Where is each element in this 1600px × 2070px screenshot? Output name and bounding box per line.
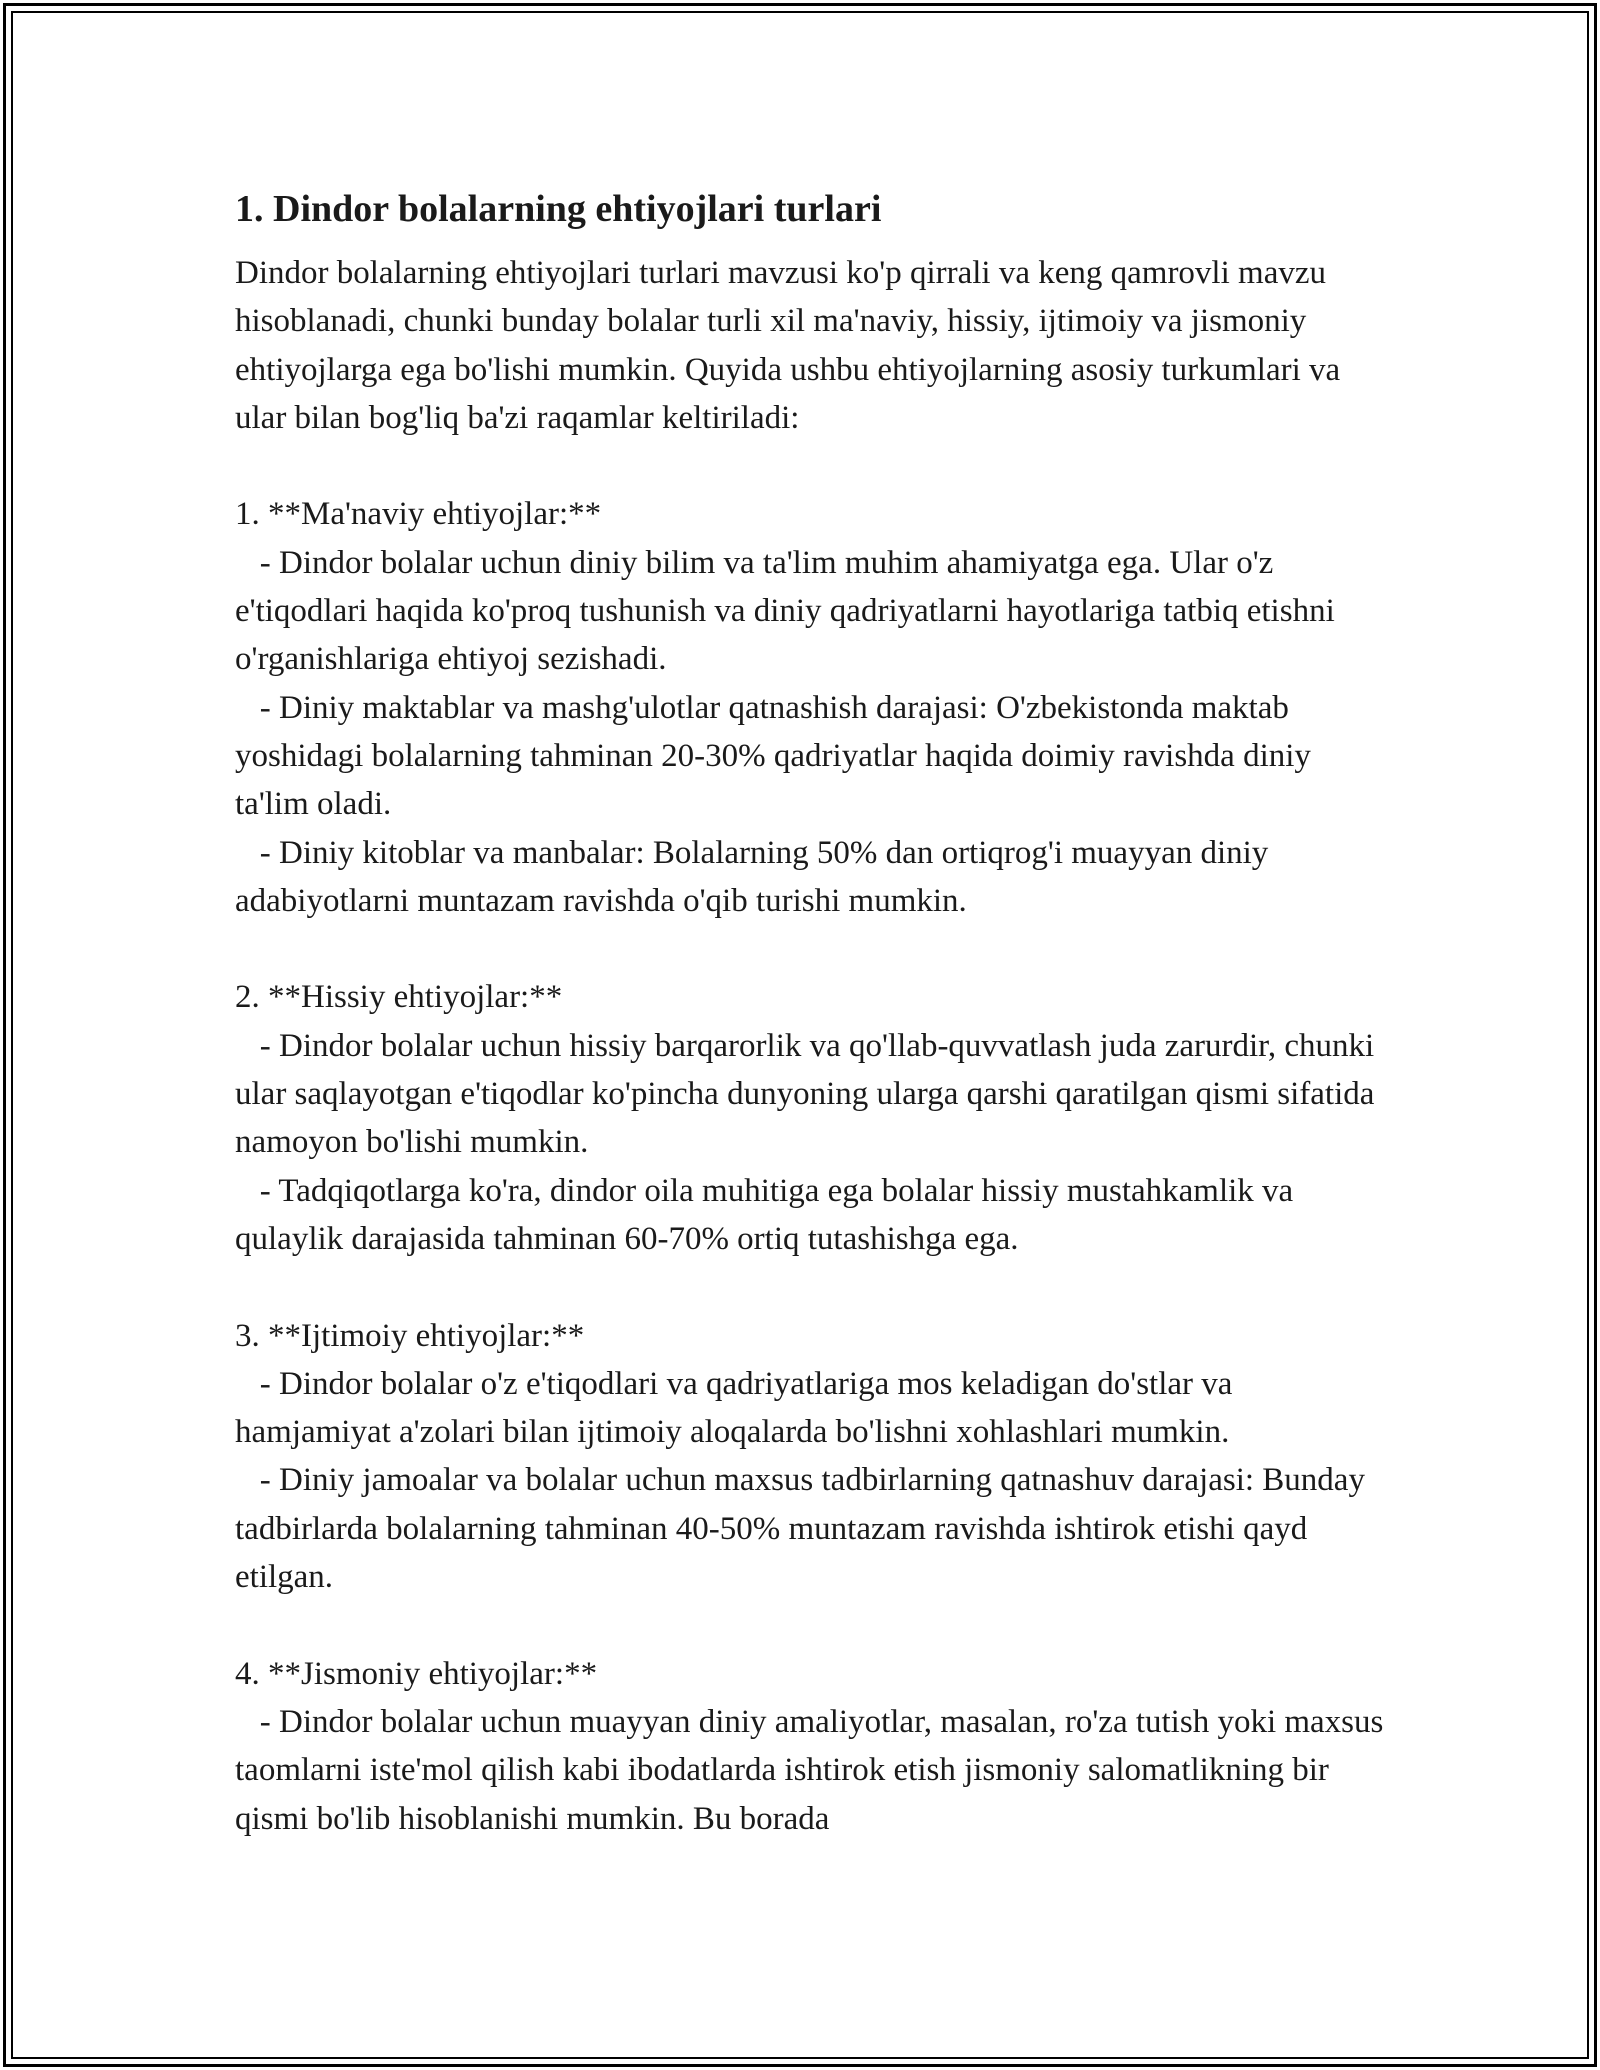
document-body bbox=[235, 185, 1392, 1843]
list-item: - Diniy maktablar va mashg'ulotlar qatnashish darajasi: O'zbekistonda maktab yoshidagi bolalarning tahminan 20-30% qadriyatlar haqida doimiy ravishda diniy ta'lim oladi. bbox=[235, 689, 1320, 823]
list-item: - Dindor bolalar o'z e'tiqodlari va qadriyatlariga mos keladigan do'stlar va hamjamiyat a'zolari bilan ijtimoiy aloqalarda bo'lishni xohlashlari mumkin. bbox=[235, 1365, 1241, 1451]
spacer bbox=[235, 925, 1385, 973]
spacer bbox=[235, 1263, 1385, 1311]
section-title: 3. **Ijtimoiy ehtiyojlar:** bbox=[235, 1317, 585, 1354]
section-title: 2. **Hissiy ehtiyojlar:** bbox=[235, 979, 563, 1016]
section-emotional-needs bbox=[235, 973, 1385, 1263]
section-title: 4. **Jismoniy ehtiyojlar:** bbox=[235, 1655, 598, 1692]
section-social-needs bbox=[235, 1312, 1385, 1602]
list-item: - Diniy jamoalar va bolalar uchun maxsus tadbirlarning qatnashuv darajasi: Bunday tadbirlarda bolalarning tahminan 40-50% muntazam ravishda ishtirok etishi qayd etilgan. bbox=[235, 1462, 1374, 1596]
list-item: - Dindor bolalar uchun muayyan diniy amaliyotlar, masalan, ro'za tutish yoki maxsus taomlarni iste'mol qilish kabi ibodatlarda ishtirok etish jismoniy salomatlikning bir qismi bo'lib hisoblanishi mumkin. Bu borada bbox=[235, 1703, 1392, 1837]
section-spiritual-needs bbox=[235, 490, 1385, 925]
list-item: - Diniy kitoblar va manbalar: Bolalarning 50% dan ortiqrog'i muayyan diniy adabiyotlarni muntazam ravishda o'qib turishi mumkin. bbox=[235, 834, 1277, 919]
list-item: - Dindor bolalar uchun diniy bilim va ta'lim muhim ahamiyatga ega. Ular o'z e'tiqodlari haqida ko'proq tushunish va diniy qadriyatlarni hayotlariga tatbiq etishni o'rganishlariga ehtiyoj sezishadi. bbox=[235, 544, 1343, 678]
intro-paragraph: Dindor bolalarning ehtiyojlari turlari mavzusi ko'p qirrali va keng qamrovli mavzu hisoblanadi, chunki bunday bolalar turli xil ma'naviy, hissiy, ijtimoiy va jismoniy ehtiyojlarga ega bo'lishi mumkin. Quyida ushbu ehtiyojlarning asosiy turkumlari va ular bilan bog'liq ba'zi raqamlar keltiriladi: bbox=[235, 255, 1349, 436]
spacer bbox=[235, 1601, 1385, 1649]
list-item: - Tadqiqotlarga ko'ra, dindor oila muhitiga ega bolalar hissiy mustahkamlik va qulaylik darajasida tahminan 60-70% ortiq tutashishga ega. bbox=[235, 1172, 1302, 1257]
section-title: 1. **Ma'naviy ehtiyojlar:** bbox=[235, 496, 602, 533]
section-physical-needs bbox=[235, 1650, 1392, 1843]
list-item: - Dindor bolalar uchun hissiy barqarorlik va qo'llab-quvvatlash juda zarurdir, chunki ular saqlayotgan e'tiqodlar ko'pincha dunyoning ularga qarshi qaratilgan qismi sifatida namoyon bo'lishi mumkin. bbox=[235, 1027, 1383, 1161]
spacer bbox=[235, 442, 1385, 490]
document-heading: 1. Dindor bolalarning ehtiyojlari turlari bbox=[235, 188, 882, 230]
